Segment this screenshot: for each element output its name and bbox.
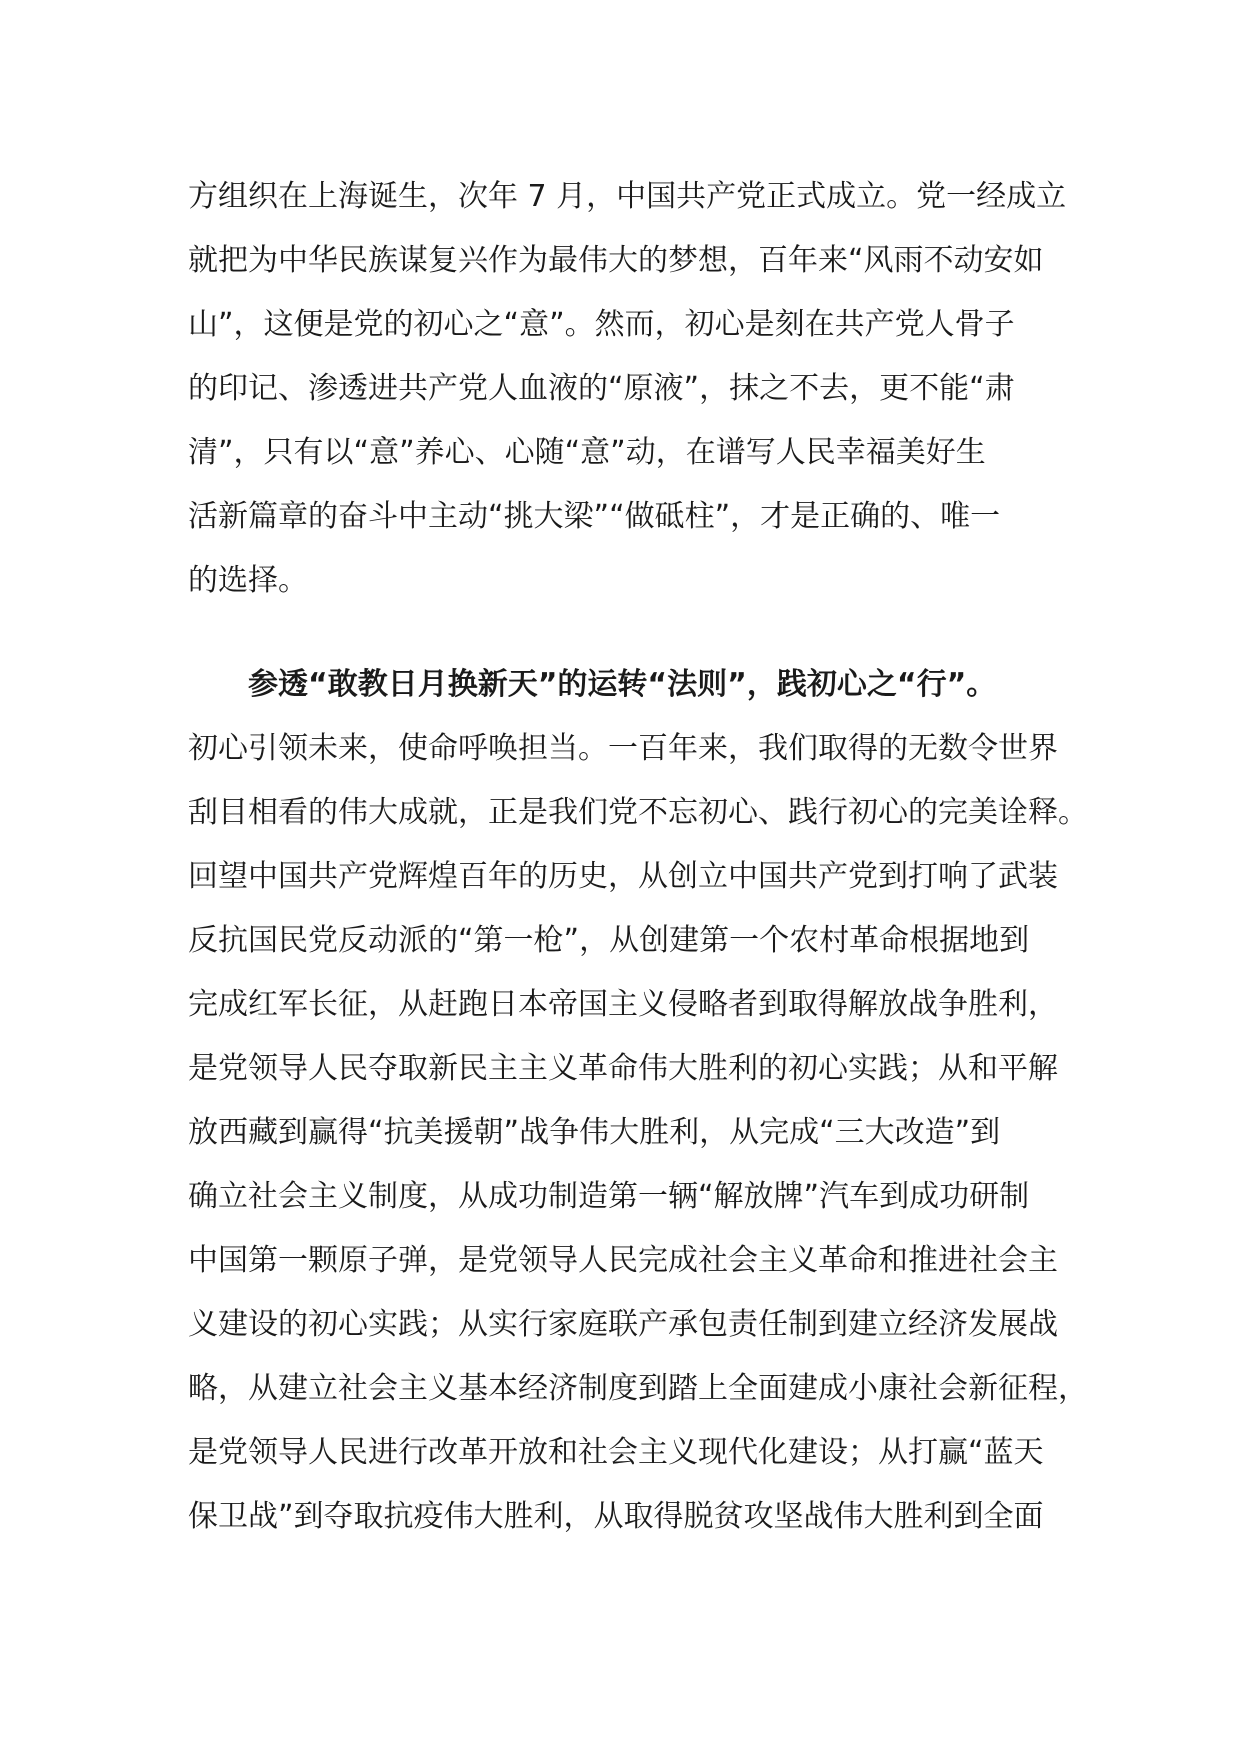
paragraph-2-line: 初心引领未来，使命呼唤担当。一百年来，我们取得的无数令世界 <box>188 731 1058 766</box>
paragraph-1-line: 的印记、渗透进共产党人血液的“原液”，抹之不去，更不能“肃 <box>188 371 1015 406</box>
paragraph-1 <box>188 165 1088 613</box>
paragraph-2-line: 放西藏到赢得“抗美援朝”战争伟大胜利，从完成“三大改造”到 <box>188 1115 1001 1150</box>
paragraph-2-line: 反抗国民党反动派的“第一枪”，从创建第一个农村革命根据地到 <box>188 923 1030 958</box>
paragraph-1-line: 就把为中华民族谋复兴作为最伟大的梦想，百年来“风雨不动安如 <box>188 243 1044 278</box>
paragraph-2-line: 刮目相看的伟大成就，正是我们党不忘初心、践行初心的完美诠释。 <box>188 795 1088 830</box>
paragraph-2-heading: 参透“敢教日月换新天”的运转“法则”，践初心之“行”。 <box>248 667 997 702</box>
paragraph-2 <box>188 653 1088 1549</box>
paragraph-2-line: 是党领导人民进行改革开放和社会主义现代化建设；从打赢“蓝天 <box>188 1435 1044 1470</box>
paragraph-1-line: 活新篇章的奋斗中主动“挑大梁”“做砥柱”，才是正确的、唯一 <box>188 499 1001 534</box>
paragraph-2-line: 完成红军长征，从赶跑日本帝国主义侵略者到取得解放战争胜利， <box>188 987 1058 1022</box>
paragraph-2-line: 保卫战”到夺取抗疫伟大胜利，从取得脱贫攻坚战伟大胜利到全面 <box>188 1499 1044 1534</box>
paragraph-2-line: 回望中国共产党辉煌百年的历史，从创立中国共产党到打响了武装 <box>188 859 1058 894</box>
paragraph-2-line: 略，从建立社会主义基本经济制度到踏上全面建成小康社会新征程， <box>188 1371 1088 1406</box>
paragraph-1-line: 方组织在上海诞生，次年 7 月，中国共产党正式成立。党一经成立 <box>188 179 1067 214</box>
paragraph-1-line: 的选择。 <box>188 563 308 598</box>
paragraph-2-line: 义建设的初心实践；从实行家庭联产承包责任制到建立经济发展战 <box>188 1307 1058 1342</box>
paragraph-1-line: 清”，只有以“意”养心、心随“意”动，在谱写人民幸福美好生 <box>188 435 986 470</box>
paragraph-2-line: 中国第一颗原子弹，是党领导人民完成社会主义革命和推进社会主 <box>188 1243 1058 1278</box>
paragraph-2-line: 是党领导人民夺取新民主主义革命伟大胜利的初心实践；从和平解 <box>188 1051 1058 1086</box>
paragraph-1-line: 山”，这便是党的初心之“意”。然而，初心是刻在共产党人骨子 <box>188 307 1015 342</box>
paragraph-2-line: 确立社会主义制度，从成功制造第一辆“解放牌”汽车到成功研制 <box>188 1179 1030 1214</box>
